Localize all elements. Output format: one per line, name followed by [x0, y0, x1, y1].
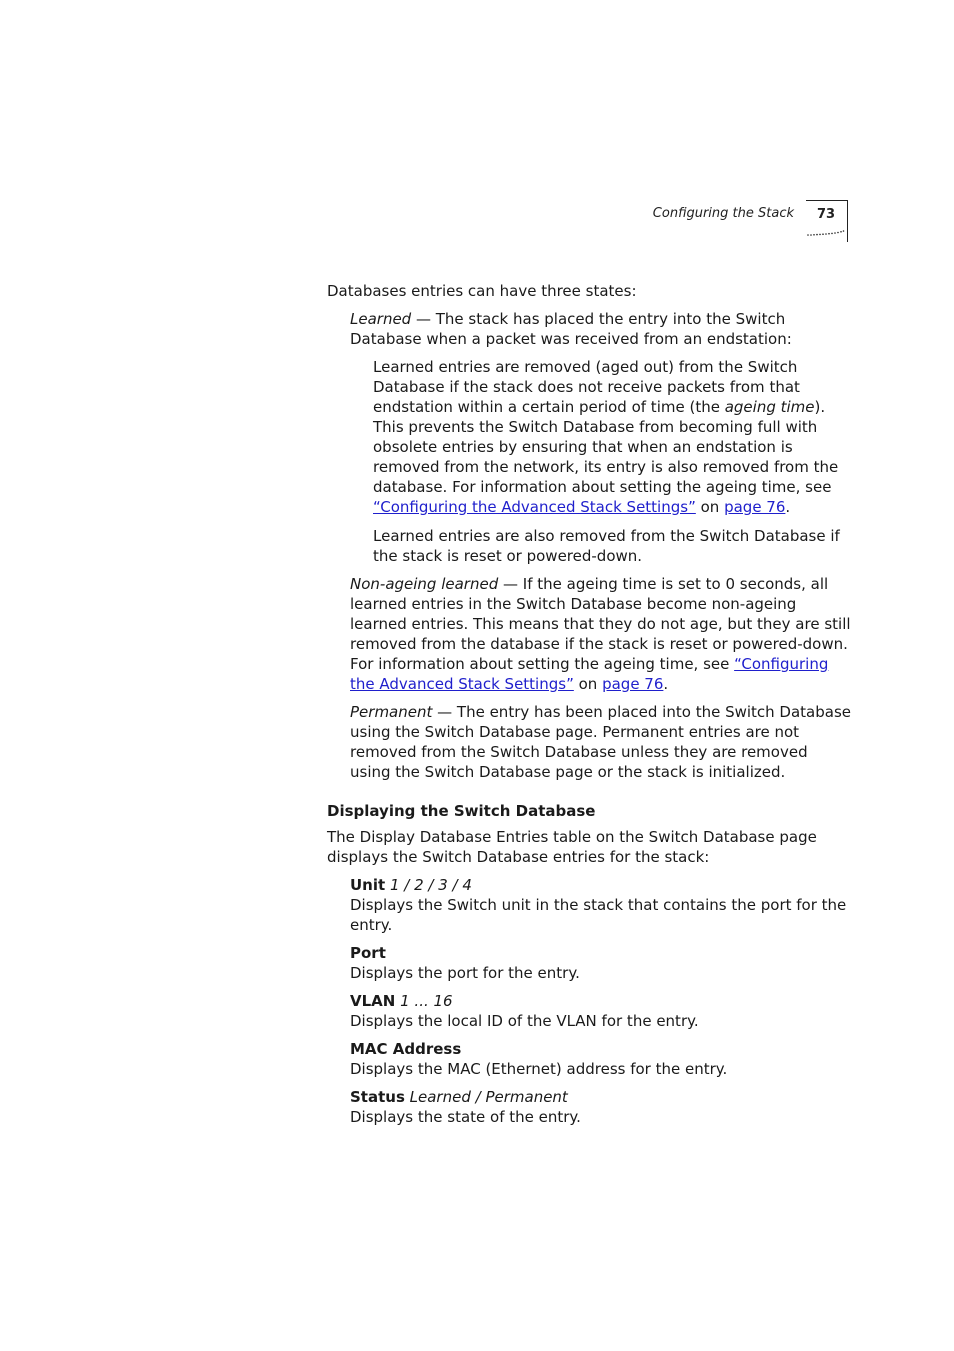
field-description: Displays the port for the entry. — [350, 964, 580, 982]
field-name: MAC Address — [350, 1040, 462, 1058]
field-values: 1 ... 16 — [400, 992, 453, 1010]
learned-term: Learned — [350, 310, 412, 328]
field-item-port — [350, 943, 852, 983]
page-number: 73 — [816, 207, 836, 222]
non-ageing-text: — If the ageing time is set to 0 seconds, all learned entries in the Switch Database become non-ageing learned entries. This means that they do not age, but they are still removed from the database if the stack is reset or powered-down. For information about setting the ageing time, see — [350, 575, 851, 673]
section-intro-paragraph: The Display Database Entries table on the Switch Database page displays the Switch Database entries for the stack: — [327, 828, 817, 866]
field-item-status — [350, 1087, 852, 1127]
main-content — [327, 281, 852, 1127]
field-list — [350, 875, 852, 1127]
field-name: Status — [350, 1088, 405, 1106]
learned-detail-text: Learned entries are removed (aged out) from the Switch Database if the stack does not receive packets from that endstation within a certain period of time (the — [373, 358, 800, 416]
section-heading: Displaying the Switch Database — [327, 802, 596, 820]
learned-text: — The stack has placed the entry into the Switch Database when a packet was received from an endstation: — [350, 310, 792, 348]
field-values: 1 / 2 / 3 / 4 — [389, 876, 472, 894]
advanced-stack-settings-link[interactable]: “Configuring the Advanced Stack Settings” — [373, 498, 696, 516]
ageing-time-term: ageing time — [724, 398, 815, 416]
learned-reset-paragraph: Learned entries are also removed from the Switch Database if the stack is reset or powered-down. — [373, 527, 840, 565]
field-description: Displays the local ID of the VLAN for the entry. — [350, 1012, 699, 1030]
field-description: Displays the state of the entry. — [350, 1108, 581, 1126]
field-item-unit — [350, 875, 852, 935]
learned-detail-text-2: ). This prevents the Switch Database from becoming full with obsolete entries by ensuring that when an endstation is removed from the network, its entry is also removed from the database. For information about setting the ageing time, see — [373, 398, 839, 496]
field-name: VLAN — [350, 992, 396, 1010]
learned-detail-paragraph — [373, 357, 852, 517]
permanent-text: — The entry has been placed into the Switch Database using the Switch Database page. Permanent entries are not removed from the Switch Database unless they are removed using the Switch Database page or the stack is initialized. — [350, 703, 852, 781]
non-ageing-term: Non-ageing learned — [350, 575, 499, 593]
page-76-link-2[interactable]: page 76 — [602, 675, 664, 693]
field-name: Port — [350, 944, 386, 962]
field-item-vlan — [350, 991, 852, 1031]
period: . — [785, 498, 791, 516]
dotted-decoration — [806, 229, 846, 237]
on-text: on — [695, 498, 725, 516]
page-76-link[interactable]: page 76 — [724, 498, 786, 516]
running-header-title: Configuring the Stack — [652, 206, 794, 221]
field-item-mac-address — [350, 1039, 852, 1079]
permanent-term: Permanent — [350, 703, 433, 721]
page-number-box — [806, 200, 848, 242]
field-description: Displays the Switch unit in the stack that contains the port for the entry. — [350, 896, 847, 934]
page-header — [0, 200, 954, 244]
field-values: Learned / Permanent — [409, 1088, 568, 1106]
advanced-stack-settings-link-2[interactable]: “Configuring the Advanced Stack Settings” — [350, 655, 829, 693]
field-name: Unit — [350, 876, 386, 894]
field-description: Displays the MAC (Ethernet) address for the entry. — [350, 1060, 728, 1078]
permanent-paragraph — [350, 702, 852, 782]
learned-paragraph — [350, 309, 852, 349]
non-ageing-paragraph — [350, 574, 852, 694]
intro-paragraph: Databases entries can have three states: — [327, 282, 637, 300]
period-2: . — [663, 675, 669, 693]
on-text-2: on — [573, 675, 603, 693]
